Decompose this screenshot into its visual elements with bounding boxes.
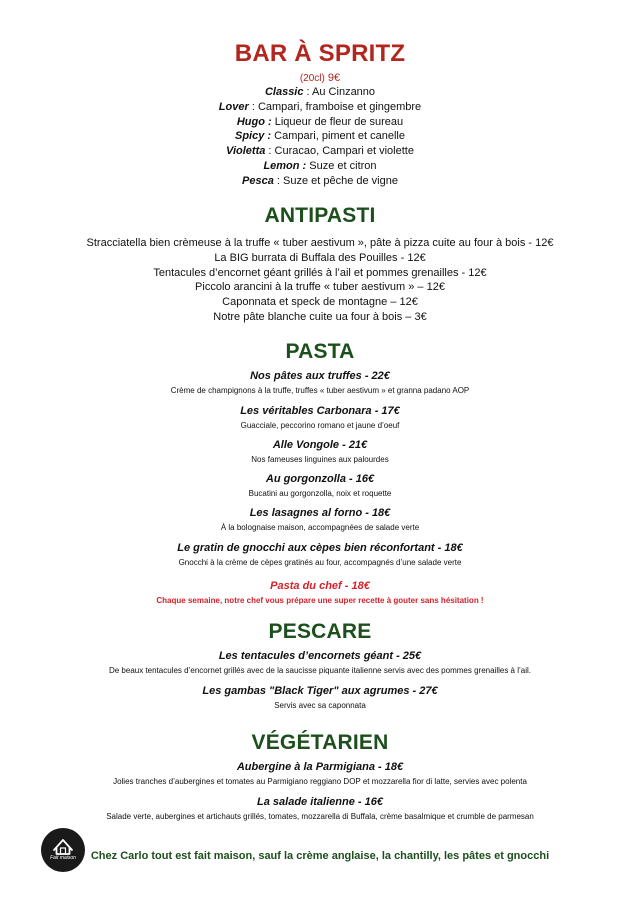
dish-name: La salade italienne - 16€ [257,796,383,808]
pasta-item [0,369,640,397]
spritz-item [0,144,640,159]
antipasti-item: Caponnata et speck de montagne – 12€ [222,296,418,309]
spritz-desc: Au Cinzanno [312,86,376,98]
antipasti-item: Piccolo arancini à la truffe « tuber aestivum » – 12€ [195,281,445,294]
dish-description: À la bolognaise maison, accompagnées de salade verte [220,523,420,532]
spritz-item [0,115,640,130]
pescare-item [0,684,640,712]
dish-name: Aubergine à la Parmigiana - 18€ [236,761,404,773]
logo-text: Fait maison [50,855,76,861]
footer-note: Chez Carlo tout est fait maison, sauf la crème anglaise, la chantilly, les pâtes et gnocchi [90,850,550,862]
dish-description: Nos fameuses linguines aux palourdes [251,455,389,464]
spritz-price-value: 9€ [327,72,341,84]
pasta-item [0,541,640,569]
spritz-name: Lemon : [263,159,307,172]
antipasti-list [0,236,640,325]
vegetarien-item [0,795,640,823]
dish-description: Chaque semaine, notre chef vous prépare une super recette à gouter sans hésitation ! [156,596,484,605]
dish-description: De beaux tentacules d’encornet grillés avec de la saucisse piquante italienne servis avec des pommes grenailles à l’ail. [108,666,531,675]
spritz-price [0,72,640,84]
dish-name: Le gratin de gnocchi aux cèpes bien réconfortant - 18€ [177,542,463,554]
spritz-list [0,85,640,189]
dish-description: Crème de champignons à la truffe, truffes « tuber aestivum » et granna padano AOP [170,386,470,395]
dish-description: Gnocchi à la crème de cèpes gratinés au four, accompagnés d’une salade verte [178,558,462,567]
spritz-item [0,159,640,174]
pasta-item [0,438,640,466]
pescare-title: PESCARE [268,620,372,643]
spritz-desc: Campari, piment et canelle [274,130,405,143]
vegetarien-item [0,760,640,788]
spritz-name: Pesca [242,174,274,187]
pasta-title: PASTA [285,340,355,363]
pasta-item [0,404,640,432]
spritz-title: BAR À SPRITZ [234,40,406,67]
spritz-sep: : [248,100,258,113]
spritz-size: (20cl) [299,73,325,84]
dish-name: Alle Vongole - 21€ [272,439,368,451]
spritz-desc: Suze et citron [309,159,377,172]
spritz-name: Violetta [226,145,266,158]
dish-name: Les véritables Carbonara - 17€ [240,405,400,417]
antipasti-item: Notre pâte blanche cuite ua four à bois – 3€ [213,310,427,323]
dish-name: Au gorgonzolla - 16€ [265,473,375,485]
spritz-name: Spicy : [235,130,272,143]
dish-name: Nos pâtes aux truffes - 22€ [250,370,390,382]
antipasti-item: Stracciatella bien crèmeuse à la truffe « tuber aestivum », pâte à pizza cuite au four à bois - 12€ [86,237,554,249]
spritz-desc: Liqueur de fleur de sureau [274,115,404,128]
spritz-sep: : [273,174,283,187]
dish-description: Guacciale, peccorino romano et jaune d’oeuf [240,421,400,430]
antipasti-item: Tentacules d’encornet géant grillés à l’ail et pommes grenailles - 12€ [153,266,487,279]
pasta-item [0,506,640,534]
dish-description: Jolies tranches d’aubergines et tomates au Parmigiano reggiano DOP et mozzarella fior di latte, servies avec polenta [113,777,527,786]
dish-description: Salade verte, aubergines et artichauts grillés, tomates, mozzarella di Buffala, crème basalmique et crumble de parmesan [106,812,534,821]
spritz-item [0,129,640,144]
dish-name: Pasta du chef - 18€ [270,580,370,592]
antipasti-item: La BIG burrata di Buffala des Pouilles - 12€ [214,251,426,264]
spritz-sep: : [303,86,313,98]
antipasti-title: ANTIPASTI [264,204,376,227]
pescare-item [0,649,640,677]
dish-name: Les gambas "Black Tiger" aux agrumes - 27€ [202,685,438,697]
dish-name: Les tentacules d’encornets géant - 25€ [218,650,422,662]
pasta-item [0,472,640,500]
spritz-item [0,174,640,189]
dish-description: Bucatini au gorgonzolla, noix et roquette [248,489,392,498]
spritz-name: Lover [218,100,249,113]
dish-name: Les lasagnes al forno - 18€ [249,507,391,519]
spritz-name: Hugo : [236,115,272,128]
pasta-item-chef [0,579,640,607]
vegetarien-title: VÉGÉTARIEN [251,731,389,754]
spritz-desc: Campari, framboise et gingembre [257,100,422,113]
spritz-item [0,85,640,100]
spritz-name: Classic [264,86,304,98]
spritz-sep: : [265,145,275,158]
spritz-item [0,100,640,115]
spritz-desc: Suze et pêche de vigne [283,174,398,187]
dish-description: Servis avec sa caponnata [274,701,366,710]
spritz-desc: Curacao, Campari et violette [274,145,414,158]
